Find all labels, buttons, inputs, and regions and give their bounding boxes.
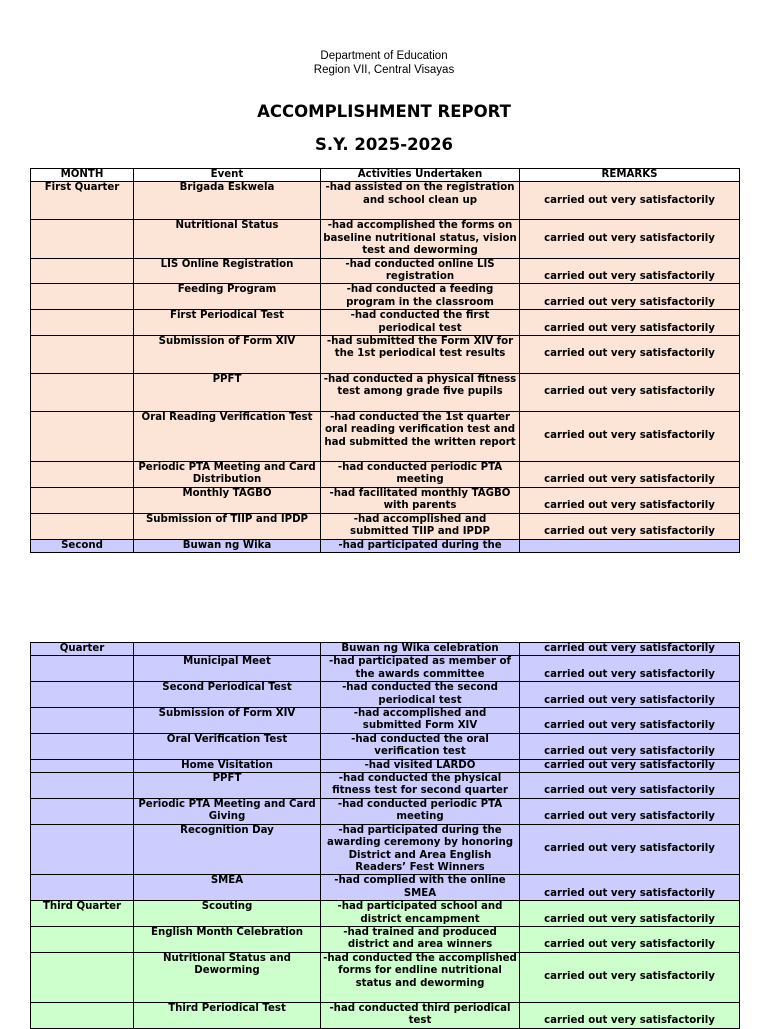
activity-cell: -had conducted the 1st quarter oral reading verification test and had submitted the written report xyxy=(321,412,520,462)
activity-cell: -had accomplished and submitted Form XIV xyxy=(321,708,520,734)
event-cell: Municipal Meet xyxy=(134,656,321,682)
event-cell: Periodic PTA Meeting and Card Giving xyxy=(134,798,321,824)
remarks-cell: carried out very satisfactorily xyxy=(520,284,740,310)
table-row xyxy=(31,824,740,875)
remarks-cell: carried out very satisfactorily xyxy=(520,901,740,927)
event-cell: First Periodical Test xyxy=(134,310,321,336)
remarks-cell: carried out very satisfactorily xyxy=(520,1002,740,1028)
month-cell xyxy=(31,798,134,824)
activity-cell: -had trained and produced district and area winners xyxy=(321,926,520,952)
month-cell xyxy=(31,1002,134,1028)
report-title: ACCOMPLISHMENT REPORT xyxy=(257,102,511,121)
month-cell xyxy=(31,412,134,462)
event-cell: Feeding Program xyxy=(134,284,321,310)
report-table-page-1 xyxy=(30,168,740,553)
table-row xyxy=(31,798,740,824)
activity-cell: Buwan ng Wika celebration xyxy=(321,643,520,656)
remarks-cell: carried out very satisfactorily xyxy=(520,708,740,734)
table-row xyxy=(31,901,740,927)
table-header-row xyxy=(31,169,740,182)
event-cell: Second Periodical Test xyxy=(134,682,321,708)
month-cell xyxy=(31,258,134,284)
month-cell xyxy=(31,284,134,310)
event-cell: English Month Celebration xyxy=(134,926,321,952)
remarks-cell: carried out very satisfactorily xyxy=(520,487,740,513)
remarks-cell: carried out very satisfactorily xyxy=(520,824,740,875)
remarks-cell: carried out very satisfactorily xyxy=(520,258,740,284)
month-cell xyxy=(31,682,134,708)
table-row xyxy=(31,708,740,734)
month-cell xyxy=(31,513,134,539)
month-cell xyxy=(31,374,134,412)
remarks-cell: carried out very satisfactorily xyxy=(520,733,740,759)
remarks-cell: carried out very satisfactorily xyxy=(520,412,740,462)
remarks-cell: carried out very satisfactorily xyxy=(520,513,740,539)
activity-cell: -had conducted online LIS registration xyxy=(321,258,520,284)
table-row xyxy=(31,412,740,462)
activity-cell: -had submitted the Form XIV for the 1st periodical test results xyxy=(321,336,520,374)
event-cell: Nutritional Status and Deworming xyxy=(134,952,321,1002)
month-cell xyxy=(31,773,134,799)
activity-cell: -had conducted the oral verification test xyxy=(321,733,520,759)
table-row xyxy=(31,1002,740,1028)
remarks-cell: carried out very satisfactorily xyxy=(520,952,740,1002)
table-row xyxy=(31,926,740,952)
department-line: Department of Education xyxy=(320,50,448,62)
event-cell: Home Visitation xyxy=(134,759,321,772)
table-row xyxy=(31,656,740,682)
month-cell: Quarter xyxy=(31,643,134,656)
activity-cell: -had accomplished and submitted TIIP and IPDP xyxy=(321,513,520,539)
month-cell xyxy=(31,824,134,875)
event-cell xyxy=(134,643,321,656)
remarks-cell: carried out very satisfactorily xyxy=(520,643,740,656)
table-row xyxy=(31,513,740,539)
activity-cell: -had accomplished the forms on baseline nutritional status, vision test and deworming xyxy=(321,220,520,258)
report-table-page-2 xyxy=(30,642,740,1029)
activity-cell: -had conducted third periodical test xyxy=(321,1002,520,1028)
event-cell: Submission of TIIP and IPDP xyxy=(134,513,321,539)
month-cell: First Quarter xyxy=(31,182,134,220)
event-cell: Buwan ng Wika xyxy=(134,539,321,552)
month-cell: Second xyxy=(31,539,134,552)
activity-cell: -had participated during the awarding ceremony by honoring District and Area English Readers’ Fest Winners xyxy=(321,824,520,875)
table-body-page-1 xyxy=(31,182,740,553)
month-cell xyxy=(31,952,134,1002)
table-row xyxy=(31,487,740,513)
month-cell xyxy=(31,310,134,336)
month-cell xyxy=(31,926,134,952)
column-header-activities: Activities Undertaken xyxy=(321,169,520,182)
table-row xyxy=(31,682,740,708)
month-cell xyxy=(31,733,134,759)
activity-cell: -had assisted on the registration and school clean up xyxy=(321,182,520,220)
remarks-cell: carried out very satisfactorily xyxy=(520,875,740,901)
column-header-event: Event xyxy=(134,169,321,182)
month-cell xyxy=(31,336,134,374)
remarks-cell: carried out very satisfactorily xyxy=(520,682,740,708)
table-row xyxy=(31,336,740,374)
month-cell xyxy=(31,220,134,258)
month-cell xyxy=(31,708,134,734)
remarks-cell: carried out very satisfactorily xyxy=(520,220,740,258)
activity-cell: -had complied with the online SMEA xyxy=(321,875,520,901)
column-header-month: MONTH xyxy=(31,169,134,182)
remarks-cell: carried out very satisfactorily xyxy=(520,926,740,952)
event-cell: PPFT xyxy=(134,374,321,412)
table-row xyxy=(31,952,740,1002)
table-row xyxy=(31,310,740,336)
month-cell xyxy=(31,759,134,772)
event-cell: Submission of Form XIV xyxy=(134,708,321,734)
event-cell: Oral Reading Verification Test xyxy=(134,412,321,462)
event-cell: Scouting xyxy=(134,901,321,927)
month-cell xyxy=(31,656,134,682)
table-row xyxy=(31,220,740,258)
table-body-page-2 xyxy=(31,643,740,1029)
activity-cell: -had conducted the first periodical test xyxy=(321,310,520,336)
remarks-cell: carried out very satisfactorily xyxy=(520,773,740,799)
remarks-cell: carried out very satisfactorily xyxy=(520,759,740,772)
region-line: Region VII, Central Visayas xyxy=(313,64,455,76)
month-cell xyxy=(31,875,134,901)
table-row xyxy=(31,284,740,310)
event-cell: Brigada Eskwela xyxy=(134,182,321,220)
event-cell: PPFT xyxy=(134,773,321,799)
table-row xyxy=(31,643,740,656)
activity-cell: -had conducted periodic PTA meeting xyxy=(321,462,520,488)
table-row xyxy=(31,258,740,284)
month-cell: Third Quarter xyxy=(31,901,134,927)
activity-cell: -had participated school and district encampment xyxy=(321,901,520,927)
remarks-cell: carried out very satisfactorily xyxy=(520,374,740,412)
school-year: S.Y. 2025-2026 xyxy=(314,135,454,154)
table-row xyxy=(31,462,740,488)
activity-cell: -had conducted periodic PTA meeting xyxy=(321,798,520,824)
table-row xyxy=(31,759,740,772)
table-row xyxy=(31,539,740,552)
event-cell: Nutritional Status xyxy=(134,220,321,258)
event-cell: Third Periodical Test xyxy=(134,1002,321,1028)
activity-cell: -had conducted the physical fitness test for second quarter xyxy=(321,773,520,799)
activity-cell: -had participated as member of the awards committee xyxy=(321,656,520,682)
event-cell: LIS Online Registration xyxy=(134,258,321,284)
remarks-cell: carried out very satisfactorily xyxy=(520,656,740,682)
table-row xyxy=(31,773,740,799)
activity-cell: -had conducted the second periodical test xyxy=(321,682,520,708)
remarks-cell: carried out very satisfactorily xyxy=(520,310,740,336)
activity-cell: -had visited LARDO xyxy=(321,759,520,772)
activity-cell: -had participated during the xyxy=(321,539,520,552)
table-row xyxy=(31,733,740,759)
event-cell: Submission of Form XIV xyxy=(134,336,321,374)
remarks-cell xyxy=(520,539,740,552)
event-cell: SMEA xyxy=(134,875,321,901)
remarks-cell: carried out very satisfactorily xyxy=(520,182,740,220)
month-cell xyxy=(31,462,134,488)
activity-cell: -had conducted a feeding program in the classroom xyxy=(321,284,520,310)
remarks-cell: carried out very satisfactorily xyxy=(520,336,740,374)
event-cell: Periodic PTA Meeting and Card Distribution xyxy=(134,462,321,488)
table-row xyxy=(31,374,740,412)
remarks-cell: carried out very satisfactorily xyxy=(520,462,740,488)
table-row xyxy=(31,182,740,220)
event-cell: Recognition Day xyxy=(134,824,321,875)
activity-cell: -had conducted a physical fitness test among grade five pupils xyxy=(321,374,520,412)
activity-cell: -had conducted the accomplished forms for endline nutritional status and deworming xyxy=(321,952,520,1002)
month-cell xyxy=(31,487,134,513)
event-cell: Oral Verification Test xyxy=(134,733,321,759)
event-cell: Monthly TAGBO xyxy=(134,487,321,513)
column-header-remarks: REMARKS xyxy=(520,169,740,182)
table-row xyxy=(31,875,740,901)
activity-cell: -had facilitated monthly TAGBO with parents xyxy=(321,487,520,513)
remarks-cell: carried out very satisfactorily xyxy=(520,798,740,824)
